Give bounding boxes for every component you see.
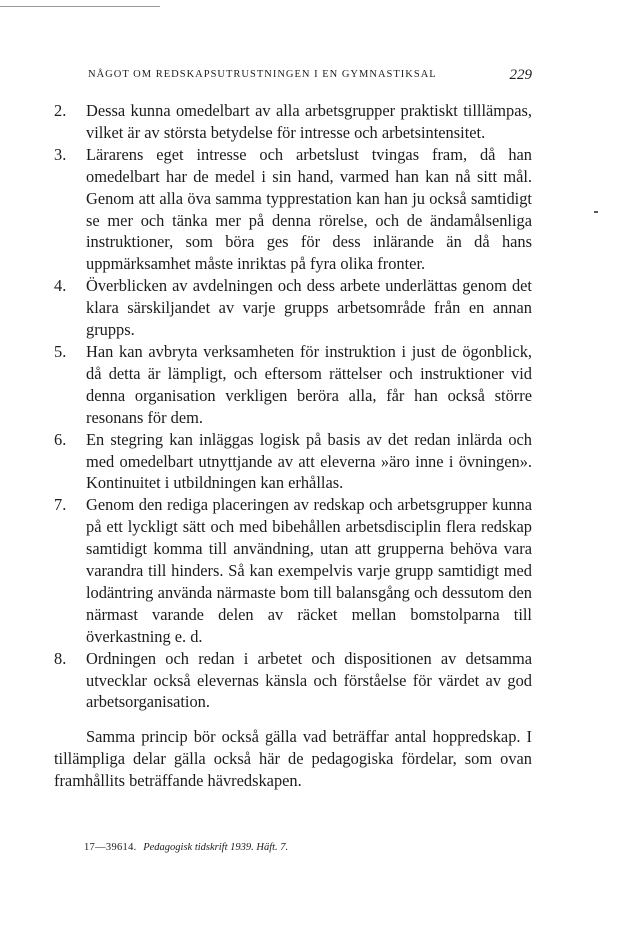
list-item-number: 3. (54, 144, 67, 164)
list-item-7 (54, 494, 532, 647)
list-item-3 (54, 144, 532, 275)
list-item-text: Ordningen och redan i arbetet och dispositionen av detsamma utvecklar också elevernas känsla och förståelse för värdet av god arbetsorganisation. (86, 648, 532, 712)
scan-speck (594, 211, 598, 213)
footer-reference: 17—39614. (84, 842, 137, 853)
page-body (54, 100, 532, 808)
list-item-text: Lärarens eget intresse och arbetslust tvingas fram, då han omedelbart har de medel i sin hand, varmed han kan nå sitt mål. Genom att alla öva samma typprestation kan han ju också samtidigt se mer och tänka mer på denna rörelse, och de ändamålsenliga instruktioner, som böra ges för dess inlärande än då hans uppmärksamhet måste inriktas på fyra olika fronter. (86, 144, 532, 274)
list-item-4 (54, 275, 532, 341)
footer-journal: Pedagogisk tidskrift 1939. Häft. 7. (143, 842, 289, 853)
footer (84, 842, 288, 853)
list-item-number: 2. (54, 101, 67, 120)
closing-paragraph: Samma princip bör också gälla vad beträffar antal hoppredskap. I tillämpliga delar gälla också här de pedagogiska fördelar, som ovan framhållits beträffande hävredskapen. (54, 727, 532, 791)
list-item-number: 6. (54, 429, 67, 449)
list-item-number: 8. (54, 648, 67, 668)
list-item-number: 5. (54, 341, 67, 361)
list-item-5 (54, 341, 532, 429)
list-item-text: En stegring kan inläggas logisk på basis av det redan inlärda och med omedelbart utnyttjande av att eleverna »äro inne i övningen». Kontinuitet i utbildningen kan erhållas. (86, 429, 532, 493)
list-item-text: Han kan avbryta verksamheten för instruktion i just de ögonblick, då detta är lämpligt, och eftersom rättelser och instruktioner vid denna organisation verkligen beröra alla, får han också större resonans för dem. (86, 341, 532, 427)
top-rule (0, 6, 160, 7)
list-item-number: 4. (54, 276, 67, 296)
page-number: 229 (509, 67, 532, 83)
list-item-text: Genom den rediga placeringen av redskap och arbetsgrupper kunna på ett lyckligt sätt och med bibehållen arbetsdisciplin flera redskap samtidigt komma till användning, utan att grupperna behöva vara varandra till hinders. Så kan exempelvis varje grupp samtidigt med lodäntring använda närmaste bom till balansgång och dessutom den närmast varande delen av räcket mellan bomstolparna till överkastning e. d. (86, 495, 532, 646)
running-title: NÅGOT OM REDSKAPSUTRUSTNINGEN I EN GYMNASTIKSAL (88, 69, 437, 80)
list-item-8 (54, 648, 532, 714)
list-item-text: Dessa kunna omedelbart av alla arbetsgrupper praktiskt tilllämpas, vilket är av största betydelse för intresse och arbetsintensitet. (86, 101, 532, 142)
running-head (88, 64, 532, 86)
list-item-number: 7. (54, 495, 67, 515)
list-item-text: Överblicken av avdelningen och dess arbete underlättas genom det klara särskiljandet av varje grupps arbetsområde från en annan grupps. (86, 276, 532, 340)
list-item-2 (54, 100, 532, 144)
list-item-6 (54, 429, 532, 495)
